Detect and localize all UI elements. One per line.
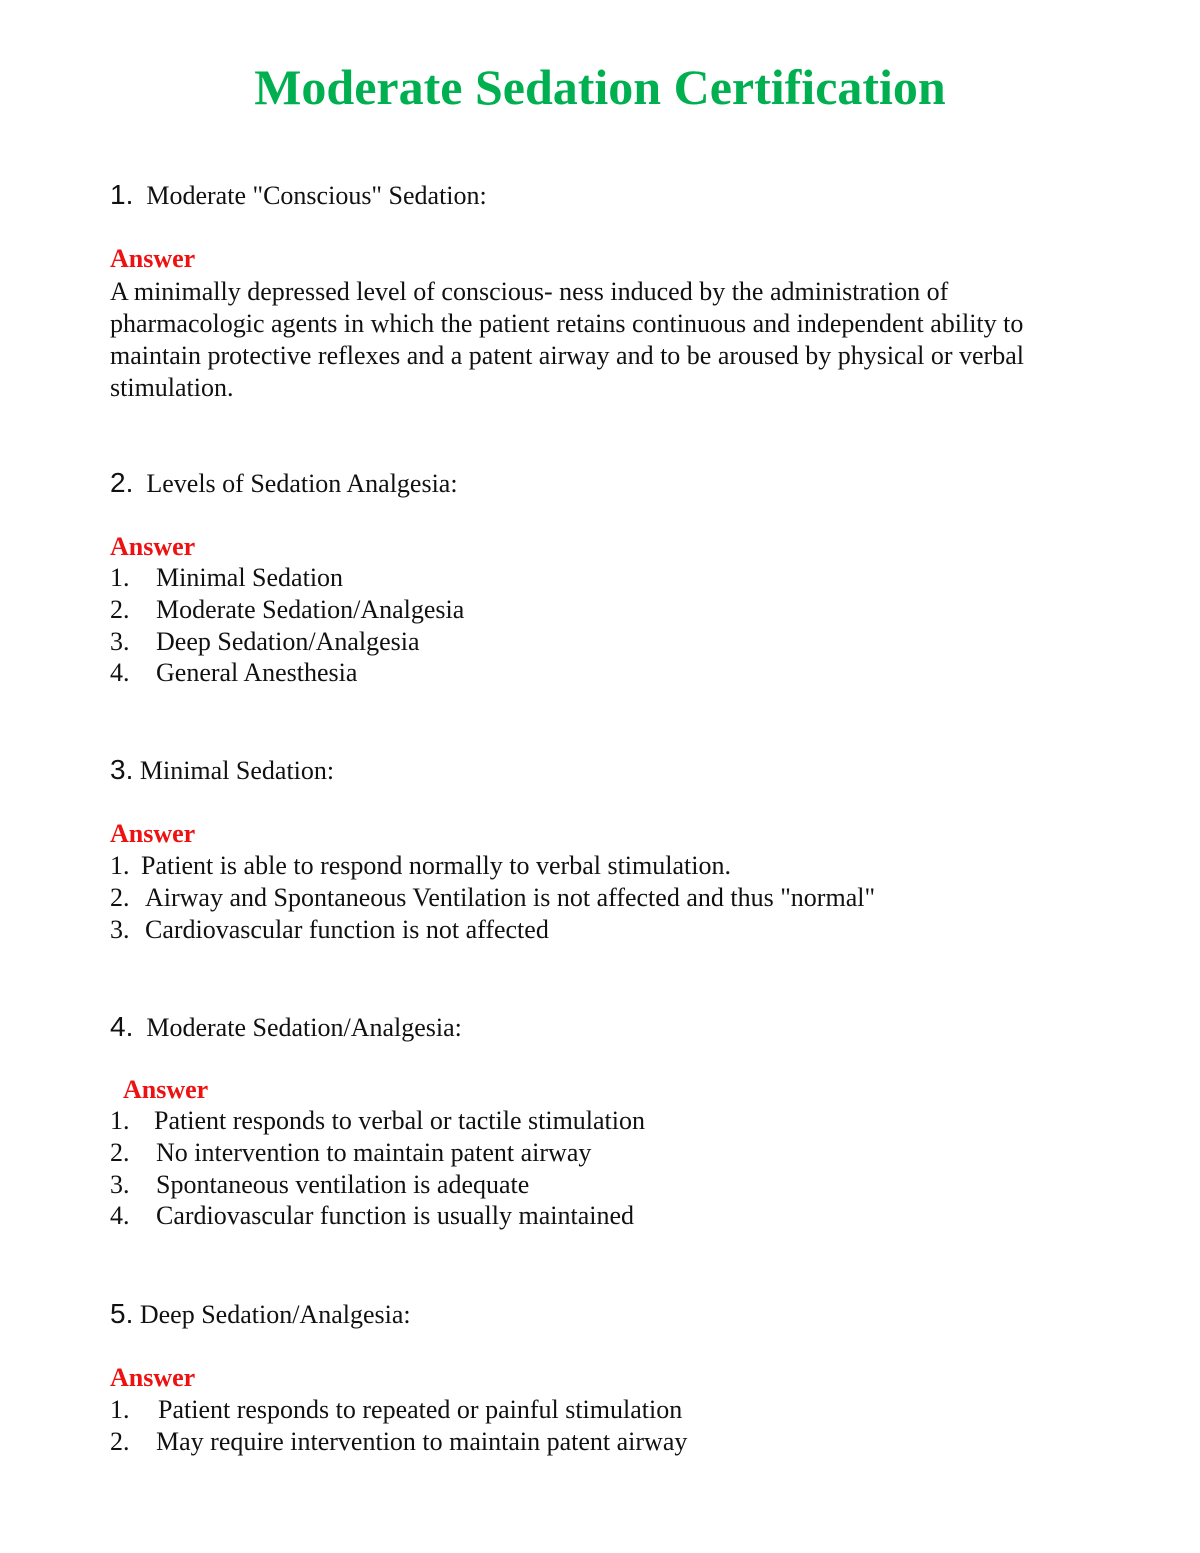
list-item: 2. May require intervention to maintain patent airway — [110, 1426, 688, 1456]
question-number: 3. — [110, 754, 134, 785]
question-3 — [110, 753, 334, 788]
list-item: 2. Airway and Spontaneous Ventilation is not affected and thus "normal" — [110, 882, 876, 912]
list-item: 4. Cardiovascular function is usually maintained — [110, 1201, 634, 1231]
question-text: Deep Sedation/Analgesia: — [139, 1300, 411, 1329]
answer-label: Answer — [110, 1363, 196, 1392]
answer-list — [110, 1394, 687, 1458]
question-text: Levels of Sedation Analgesia: — [146, 469, 458, 498]
question-5 — [110, 1297, 411, 1332]
list-item: 1. Patient responds to verbal or tactile stimulation — [110, 1106, 646, 1135]
question-4 — [110, 1010, 462, 1045]
list-item: 1. Minimal Sedation — [110, 563, 344, 592]
answer-list — [110, 1105, 645, 1232]
list-item: 4. General Anesthesia — [110, 658, 358, 688]
list-item: 1. Patient is able to respond normally to verbal stimulation. — [110, 851, 731, 880]
question-text: Minimal Sedation: — [139, 756, 335, 785]
question-number: 2. — [110, 467, 134, 498]
answer-label: Answer — [110, 532, 196, 561]
question-number: 1. — [110, 179, 134, 210]
question-text: Moderate Sedation/Analgesia: — [146, 1013, 462, 1042]
list-item: 2. No intervention to maintain patent airway — [110, 1137, 592, 1167]
list-item: 3. Deep Sedation/Analgesia — [110, 626, 420, 656]
document-title: Moderate Sedation Certification — [254, 59, 946, 115]
list-item: 3. Spontaneous ventilation is adequate — [110, 1169, 530, 1199]
answer-list — [110, 562, 464, 689]
question-number: 5. — [110, 1298, 134, 1329]
answer-text: A minimally depressed level of conscious- ness induced by the administration of pharmacologic agents in which the patient retains continuous and independent ability to maintain protective reflexes and a patent airway and to be aroused by physical or verbal stimulation. — [110, 277, 1024, 402]
question-number: 4. — [110, 1011, 134, 1042]
answer-label: Answer — [123, 1075, 209, 1104]
answer-list — [110, 850, 875, 945]
question-text: Moderate "Conscious" Sedation: — [146, 181, 487, 210]
list-item: 1. Patient responds to repeated or painful stimulation — [110, 1395, 683, 1424]
list-item: 3. Cardiovascular function is not affected — [110, 914, 549, 944]
question-1 — [110, 178, 487, 213]
question-2 — [110, 466, 458, 501]
answer-label: Answer — [110, 244, 196, 273]
answer-label: Answer — [110, 819, 196, 848]
list-item: 2. Moderate Sedation/Analgesia — [110, 594, 465, 624]
